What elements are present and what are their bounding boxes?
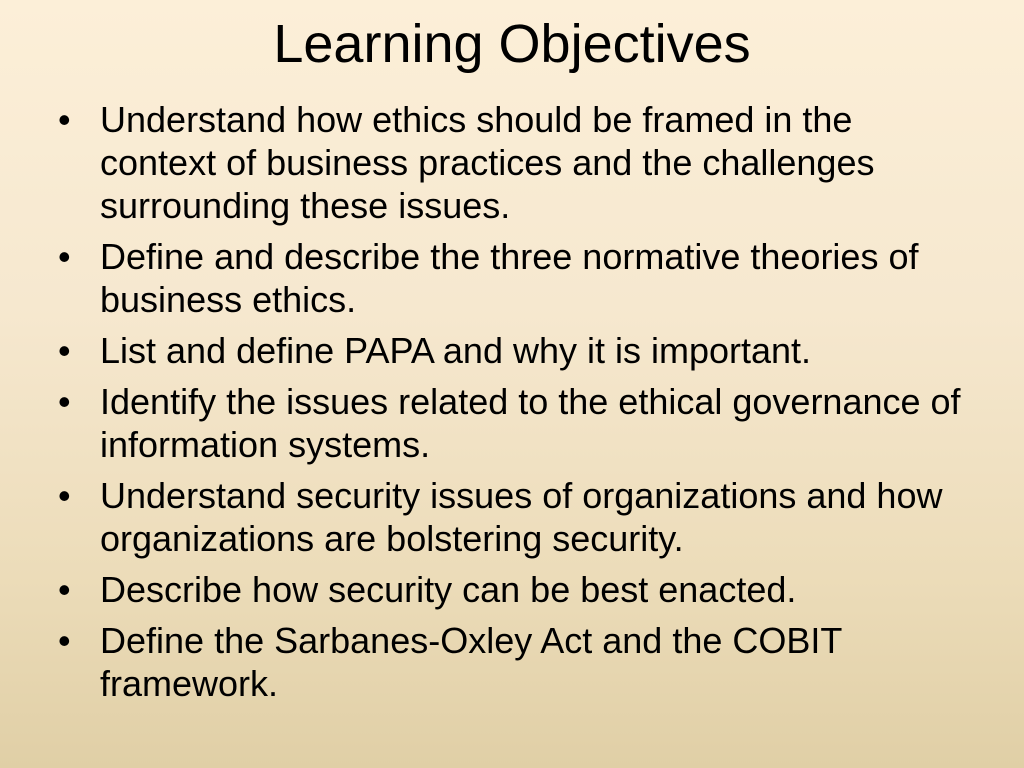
list-item-text: Define and describe the three normative theories of business ethics. — [100, 236, 919, 320]
list-item — [56, 235, 976, 321]
bullet-icon: • — [58, 569, 71, 610]
bullet-icon: • — [58, 620, 71, 661]
list-item — [56, 380, 976, 466]
list-item-text: Define the Sarbanes-Oxley Act and the COBIT framework. — [100, 620, 842, 704]
list-item — [56, 619, 976, 705]
objectives-list — [56, 98, 976, 713]
list-item-text: Understand how ethics should be framed in the context of business practices and the challenges surrounding these issues. — [100, 99, 875, 226]
bullet-icon: • — [58, 330, 71, 371]
slide-title: Learning Objectives — [273, 14, 751, 74]
list-item — [56, 474, 976, 560]
list-item — [56, 98, 976, 227]
list-item-text: Identify the issues related to the ethical governance of information systems. — [100, 381, 961, 465]
list-item-text: Understand security issues of organizations and how organizations are bolstering security. — [100, 475, 943, 559]
bullet-icon: • — [58, 236, 71, 277]
bullet-icon: • — [58, 475, 71, 516]
list-item-text: List and define PAPA and why it is important. — [100, 330, 812, 371]
list-item — [56, 329, 976, 372]
bullet-icon: • — [58, 381, 71, 422]
list-item-text: Describe how security can be best enacted. — [100, 569, 797, 610]
list-item — [56, 568, 976, 611]
bullet-icon: • — [58, 99, 71, 140]
